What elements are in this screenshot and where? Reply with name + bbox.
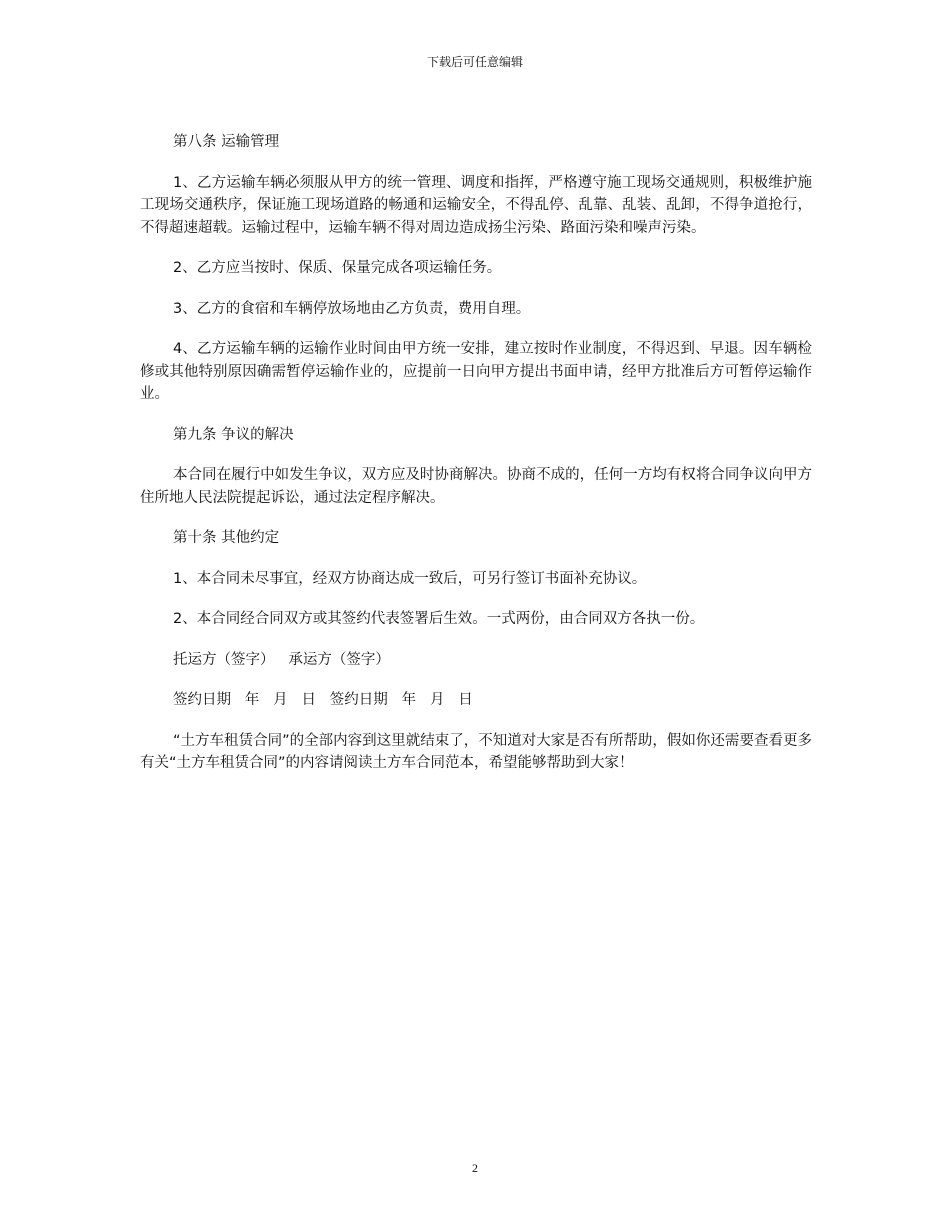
signing-date-line: 签约日期 年 月 日 签约日期 年 月 日 <box>173 692 473 708</box>
signature-line: 托运方（签字） 承运方（签字） <box>173 651 390 668</box>
page-number: 2 <box>472 1161 478 1175</box>
article-9-text: 本合同在履行中如发生争议，双方应及时协商解决。协商不成的，任何一方均有权将合同争议向甲方住所地人民法院提起诉讼，通过法定程序解决。 <box>140 467 812 506</box>
article-8-heading: 第八条 运输管理 <box>173 134 280 150</box>
page-header: 下载后可任意编辑 <box>426 55 523 69</box>
closing-paragraph: “土方车租赁合同”的全部内容到这里就结束了，不知道对大家是否有所帮助，假如你还需要查看更多有关“土方车租赁合同”的内容请阅读土方车合同范本，希望能够帮助到大家！ <box>140 732 812 771</box>
article-8-item-1: 1、乙方运输车辆必须服从甲方的统一管理、调度和指挥，严格遵守施工现场交通规则，积极维护施工现场交通秩序，保证施工现场道路的畅通和运输安全，不得乱停、乱靠、乱装、乱卸，不得争道抢行，不得超速超载。运输过程中，运输车辆不得对周边造成扬尘污染、路面污染和噪声污染。 <box>140 174 812 236</box>
article-10-item-1: 1、本合同未尽事宜，经双方协商达成一致后，可另行签订书面补充协议。 <box>173 570 647 587</box>
article-10-heading: 第十条 其他约定 <box>173 530 280 546</box>
article-8-item-3: 3、乙方的食宿和车辆停放场地由乙方负责，费用自理。 <box>173 300 531 317</box>
document-body <box>140 131 812 793</box>
article-8-item-2: 2、乙方应当按时、保质、保量完成各项运输任务。 <box>173 260 502 276</box>
article-10-item-2: 2、本合同经合同双方或其签约代表签署后生效。一式两份，由合同双方各执一份。 <box>173 611 705 627</box>
article-9-heading: 第九条 争议的解决 <box>173 426 294 443</box>
article-8-item-4: 4、乙方运输车辆的运输作业时间由甲方统一安排，建立按时作业制度，不得迟到、早退。因车辆检修或其他特别原因确需暂停运输作业的，应提前一日向甲方提出书面申请，经甲方批准后方可暂停运输作业。 <box>140 341 812 402</box>
